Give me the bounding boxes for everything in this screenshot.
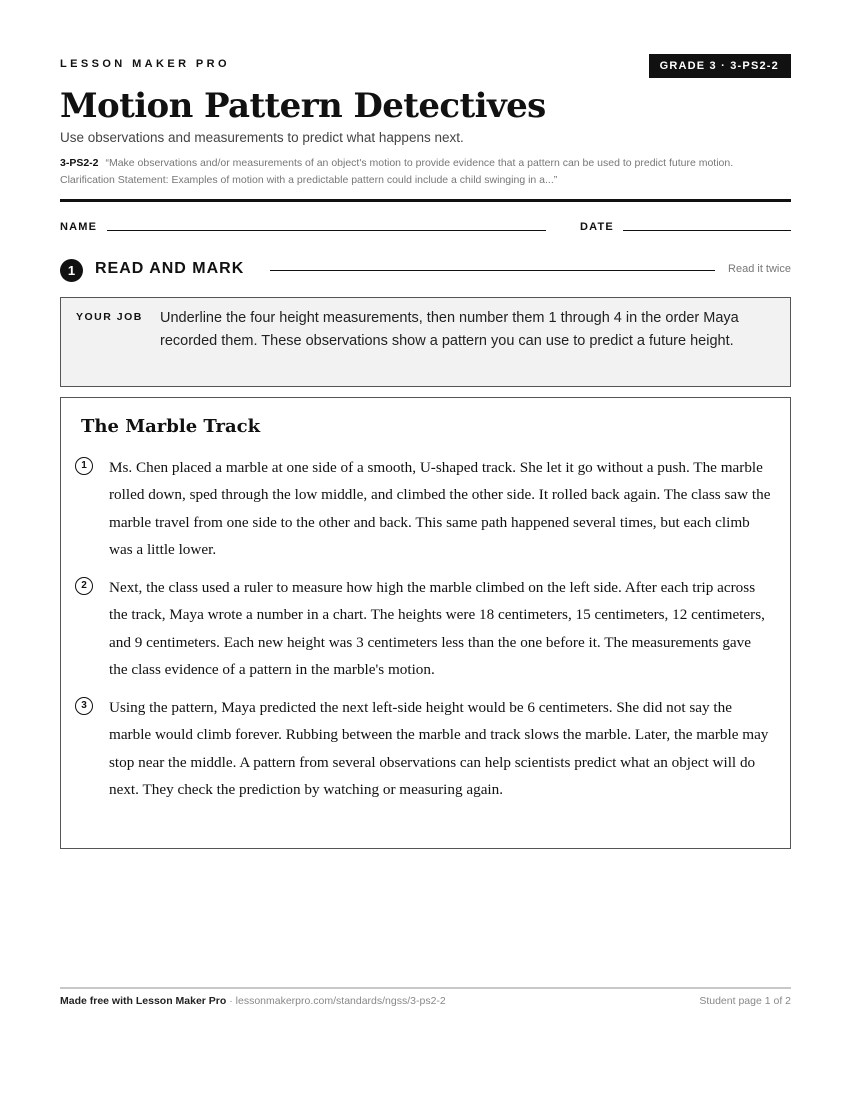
paragraph-number: 1 — [75, 457, 93, 475]
paragraph-number: 3 — [75, 697, 93, 715]
section-divider — [270, 270, 715, 271]
section-hint: Read it twice — [728, 263, 791, 275]
name-field[interactable] — [107, 230, 546, 231]
footer-divider — [60, 987, 791, 989]
section-title: READ AND MARK — [95, 260, 245, 277]
instructions-text: Underline the four height measurements, then number them 1 through 4 in the order Maya recorded them. These observations show a pattern you can use to predict a future height. — [160, 310, 739, 349]
paragraph-number: 2 — [75, 577, 93, 595]
footer-credit — [60, 995, 446, 1007]
date-field[interactable] — [623, 230, 791, 231]
instructions-box — [60, 297, 791, 387]
page-title: Motion Pattern Detectives — [60, 86, 546, 126]
instructions-label: YOUR JOB — [76, 311, 143, 323]
page-subtitle: Use observations and measurements to predict what happens next. — [60, 130, 464, 145]
standard-code: 3-PS2-2 — [60, 157, 99, 169]
section-header — [60, 258, 791, 282]
passage-title: The Marble Track — [81, 416, 261, 437]
paragraph-text: Ms. Chen placed a marble at one side of a smooth, U-shaped track. She let it go without a push. The marble rolled down, sped through the low middle, and climbed the other side. It rolled back again. The class saw the marble travel from one side to the other and back. This same path happened several times, but each climb was a little lower. — [109, 459, 771, 559]
student-info-row — [60, 219, 791, 235]
page-number: Student page 1 of 2 — [699, 995, 791, 1007]
brand-name: LESSON MAKER PRO — [60, 58, 230, 70]
footer-url[interactable]: lessonmakerpro.com/standards/ngss/3-ps2-2 — [235, 995, 446, 1007]
header-divider — [60, 199, 791, 202]
paragraph-text: Next, the class used a ruler to measure how high the marble climbed on the left side. After each trip across the track, Maya wrote a number in a chart. The heights were 18 centimeters, 15 centimeters, 12 centimeters, and 9 centimeters. Each new height was 3 centimeters less than the one before it. The measurements gave the class evidence of a pattern in the marble's motion. — [109, 579, 765, 679]
standard-statement — [60, 155, 780, 189]
footer-credit-text: Made free with Lesson Maker Pro — [60, 995, 227, 1007]
footer-separator: · — [226, 995, 236, 1007]
step-number-badge: 1 — [60, 259, 83, 282]
paragraph-text: Using the pattern, Maya predicted the next left-side height would be 6 centimeters. She did not say the marble would climb forever. Rubbing between the marble and track slows the marble. Later, the marble may stop near the middle. A pattern from several observations can help scientists predict what an object will do next. They check the prediction by watching or measuring again. — [109, 699, 769, 799]
grade-badge: GRADE 3 · 3-PS2-2 — [649, 54, 791, 78]
date-label: DATE — [580, 221, 614, 233]
name-label: NAME — [60, 221, 98, 233]
reading-passage — [60, 397, 791, 849]
standard-text: “Make observations and/or measurements of an object's motion to provide evidence that a pattern can be used to predict future motion. Clarification Statement: Examples of motion with a predictable pattern could include a child swinging in a...” — [60, 157, 734, 186]
